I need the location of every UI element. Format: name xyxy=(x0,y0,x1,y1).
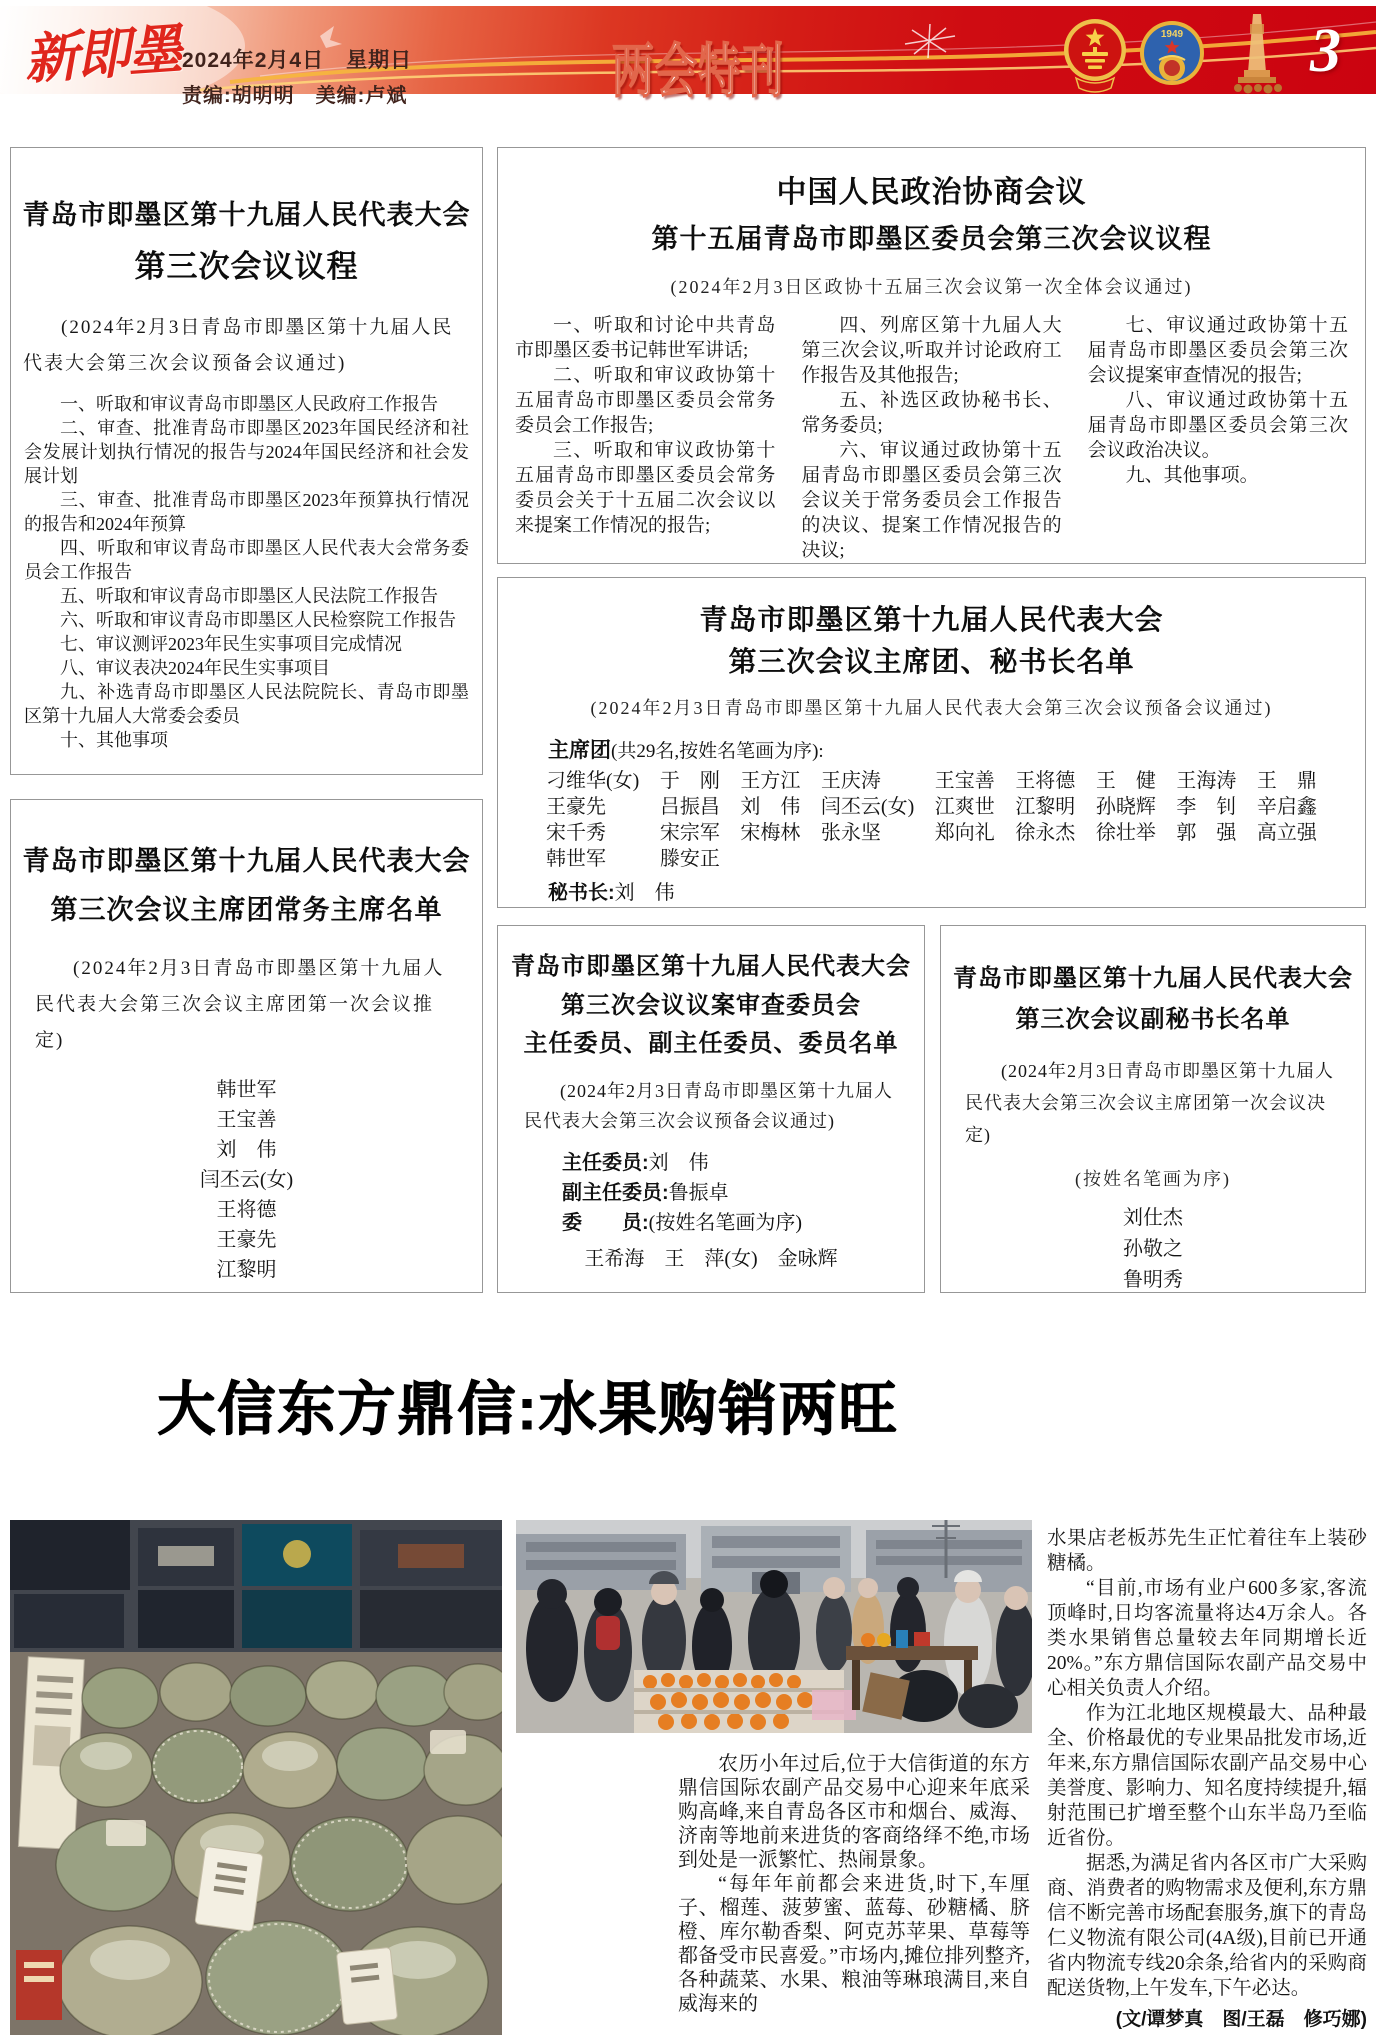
presidium-member-name: 江爽世 xyxy=(934,795,995,818)
feature-paragraph: 作为江北地区规模最大、品种最全、价格最优的专业果品批发市场,近年来,东方鼎信国际农副产品交易中心美誉度、影响力、知名度持续提升,辐射范围已扩增至整个山东半岛乃至临近省份。 xyxy=(1047,1703,1367,1849)
agenda-item: 四、听取和审议青岛市即墨区人民代表大会常务委员会工作报告 xyxy=(24,538,469,583)
presidium-member-name: 王方江 xyxy=(740,769,801,792)
presidium-member-name: 王 鼎 xyxy=(1256,769,1317,792)
agenda-column-1 xyxy=(515,313,775,563)
edition-title: 两会特刊 xyxy=(612,39,785,104)
chairs-name-list xyxy=(11,1075,482,1285)
article-title-line2: 第三次会议议案审查委员会 xyxy=(561,991,861,1019)
article-subtitle: (2024年2月3日青岛市即墨区第十九届人民代表大会第三次会议预备会议通过) xyxy=(590,697,1273,718)
feature-paragraph: “每年年前都会来进货,时下,车厘子、榴莲、菠萝蜜、蓝莓、砂糖橘、脐橙、库尔勒香梨、阿克苏苹果、草莓等都备受市民喜爱。”市场内,摊位排列整齐,各种蔬菜、水果、粮油等琳琅满目,来自威海来的 xyxy=(678,1873,1030,2015)
chair-name: 王将德 xyxy=(216,1199,277,1222)
presidium-member-name: 宋千秀 xyxy=(546,821,606,844)
agenda-item: 一、听取和审议青岛市即墨区人民政府工作报告 xyxy=(60,394,438,415)
cppcc-year-label: 1949 xyxy=(1160,29,1184,40)
feature-text-right xyxy=(1047,1526,1367,2031)
presidium-member-name: 孙晓辉 xyxy=(1095,795,1156,818)
presidium-member-name: 王庆涛 xyxy=(820,769,881,792)
agenda-item: 七、审议测评2023年民生实事项目完成情况 xyxy=(60,634,402,655)
article-subtitle: (2024年2月3日青岛市即墨区第十九届人民代表大会第三次会议主席团第一次会议推定) xyxy=(35,958,445,1052)
article-subtitle: (2024年2月3日区政协十五届三次会议第一次全体会议通过) xyxy=(670,276,1193,297)
article-title-line2: 第三次会议主席团、秘书长名单 xyxy=(728,645,1135,677)
vice-chair-name: 鲁振卓 xyxy=(668,1182,729,1205)
agenda-item: 六、听取和审议青岛市即墨区人民检察院工作报告 xyxy=(60,610,456,631)
agenda-item: 五、听取和审议青岛市即墨区人民法院工作报告 xyxy=(60,586,438,607)
chair-label: 主任委员: xyxy=(562,1152,649,1175)
agenda-item: 三、听取和审议政协第十五届青岛市即墨区委员会常务委员会关于十五届二次会议以来提案工作情况的报告; xyxy=(515,439,776,536)
members-names: 王希海 王 萍(女) 金咏辉 xyxy=(584,1248,838,1271)
masthead-logo: 新即墨 xyxy=(22,19,183,91)
agenda-item: 十、其他事项 xyxy=(60,730,168,751)
agenda-item: 九、其他事项。 xyxy=(1125,464,1259,486)
presidium-note: (共29名,按姓名笔画为序): xyxy=(611,740,824,762)
presidium-member-name: 王豪先 xyxy=(546,795,606,818)
monument-icon xyxy=(1226,10,1288,96)
presidium-member-name: 王宝善 xyxy=(934,769,995,792)
presidium-member-name: 高立强 xyxy=(1256,821,1317,844)
article-title-line1: 青岛市即墨区第十九届人民代表大会 xyxy=(22,200,471,230)
article-bill-review xyxy=(497,925,925,1293)
vice-chair-line xyxy=(562,1178,924,1208)
feature-paragraph: “目前,市场有业户600多家,客流顶峰时,日均客流量将达4万余人。各类水果销售总量较去年同期增长近20%。”东方鼎信国际农副产品交易中心相关负责人介绍。 xyxy=(1047,1578,1367,1699)
feature-paragraph: 水果店老板苏先生正忙着往车上装砂糖橘。 xyxy=(1047,1528,1367,1574)
agenda-column-3 xyxy=(1088,313,1348,563)
article-subtitle: (2024年2月3日青岛市即墨区第十九届人民代表大会第三次会议预备会议通过) xyxy=(23,317,454,375)
feature-paragraph: 据悉,为满足省内各区市广大采购商、消费者的购物需求及便利,东方鼎信不断完善市场配套服务,旗下的青岛仁义物流有限公司(4A级),目前已开通省内物流专线20余条,给省内的采购商配送货物,上午发车,下午必达。 xyxy=(1047,1853,1367,1999)
date-block xyxy=(182,44,412,108)
agenda-item: 七、审议通过政协第十五届青岛市即墨区委员会第三次会议提案审查情况的报告; xyxy=(1087,314,1348,386)
article-title-line1: 中国人民政治协商会议 xyxy=(776,176,1087,209)
presidium-member-name: 王海涛 xyxy=(1176,769,1237,792)
presidium-member-name: 郑向礼 xyxy=(934,821,995,844)
market-scene-photo xyxy=(516,1520,1032,1733)
article-title-line1: 青岛市即墨区第十九届人民代表大会 xyxy=(953,965,1353,992)
members-label: 委 员: xyxy=(562,1212,649,1235)
presidium-header xyxy=(548,734,1365,764)
secretary-label: 秘书长: xyxy=(548,881,615,904)
article-title-line2: 第三次会议主席团常务主席名单 xyxy=(50,894,443,925)
agenda-item: 一、听取和讨论中共青岛市即墨区委书记韩世军讲话; xyxy=(515,314,776,361)
stacked-boxes xyxy=(10,1520,502,1648)
presidium-name-grid xyxy=(546,768,1317,872)
article-cppcc-agenda xyxy=(497,147,1366,564)
chair-name: 王豪先 xyxy=(216,1229,277,1252)
presidium-member-name: 于 刚 xyxy=(659,769,720,792)
chair-name: 王宝善 xyxy=(216,1109,277,1132)
byline: (文/谭梦真 图/王磊 修巧娜) xyxy=(1115,2009,1367,2030)
deputy-name: 刘仕杰 xyxy=(1123,1207,1183,1230)
chair-line xyxy=(562,1148,924,1178)
presidium-member-name: 李 钊 xyxy=(1176,795,1237,818)
agenda-item: 六、审议通过政协第十五届青岛市即墨区委员会第三次会议关于常务委员会工作报告的决议、提案工作情况报告的决议; xyxy=(801,439,1062,561)
presidium-member-name: 刘 伟 xyxy=(740,795,801,818)
article-title-line2: 第三次会议议程 xyxy=(134,248,359,284)
national-emblem-icon xyxy=(1062,16,1128,94)
article-title-line2: 第十五届青岛市即墨区委员会第三次会议议程 xyxy=(651,224,1212,255)
chair-name: 闫丕云(女) xyxy=(199,1169,294,1192)
presidium-member-name: 郭 强 xyxy=(1176,821,1237,844)
editors-line: 责编:胡明明 美编:卢斌 xyxy=(182,85,408,107)
presidium-member-name: 徐永杰 xyxy=(1015,821,1076,844)
presidium-member-name: 宋宗军 xyxy=(659,821,720,844)
agenda-item: 五、补选区政协秘书长、常务委员; xyxy=(801,389,1062,436)
agenda-item: 四、列席区第十九届人大第三次会议,听取并讨论政府工作报告及其他报告; xyxy=(801,314,1062,386)
committee-roles xyxy=(562,1148,924,1238)
feature-paragraphs xyxy=(1047,1526,1367,2001)
page-number: 3 xyxy=(1310,17,1341,85)
deputy-name: 鲁明秀 xyxy=(1123,1269,1183,1292)
article-title-line1: 青岛市即墨区第十九届人民代表大会 xyxy=(699,604,1164,635)
article-subtitle: (2024年2月3日青岛市即墨区第十九届人民代表大会第三次会议主席团第一次会议决定) xyxy=(965,1061,1334,1146)
members-note: (按姓名笔画为序) xyxy=(648,1212,802,1235)
secretary-name: 刘 伟 xyxy=(614,881,675,904)
agenda-item: 二、审查、批准青岛市即墨区2023年国民经济和社会发展计划执行情况的报告与2024年国民经济和社会发展计划 xyxy=(24,418,469,487)
members-line xyxy=(562,1208,924,1238)
feature-paragraph: 农历小年过后,位于大信街道的东方鼎信国际农副产品交易中心迎来年底采购高峰,来自青岛各区市和烟台、威海、济南等地前来进货的客商络绎不绝,市场到处是一派繁忙、热闹景象。 xyxy=(678,1753,1030,1871)
order-note: (按姓名笔画为序) xyxy=(1075,1169,1231,1190)
orange-crates xyxy=(634,1670,856,1733)
presidium-label: 主席团 xyxy=(548,738,611,762)
feature-text-middle xyxy=(678,1752,1030,2016)
presidium-member-name: 徐壮举 xyxy=(1095,821,1156,844)
agenda-item-list xyxy=(24,392,469,752)
agenda-item: 二、听取和审议政协第十五届青岛市即墨区委员会常务委员会工作报告; xyxy=(515,364,776,436)
article-subtitle: (2024年2月3日青岛市即墨区第十九届人民代表大会第三次会议预备会议通过) xyxy=(524,1081,893,1132)
secretary-line xyxy=(548,876,1365,905)
agenda-item: 三、审查、批准青岛市即墨区2023年预算执行情况的报告和2024年预算 xyxy=(24,490,469,535)
agenda-item: 九、补选青岛市即墨区人民法院院长、青岛市即墨区第十九届人大常委会委员 xyxy=(24,682,469,727)
article-title-line1: 青岛市即墨区第十九届人民代表大会 xyxy=(511,953,911,980)
header-banner xyxy=(0,6,1376,107)
article-rd-agenda xyxy=(10,147,483,775)
chair-name: 刘 伟 xyxy=(648,1152,709,1175)
article-title-line1: 青岛市即墨区第十九届人民代表大会 xyxy=(22,846,471,876)
article-presidium-list xyxy=(497,577,1366,908)
agenda-columns xyxy=(515,313,1348,563)
presidium-member-name: 王 健 xyxy=(1095,769,1156,792)
agenda-item: 八、审议表决2024年民生实事项目 xyxy=(60,658,330,679)
article-standing-chairs xyxy=(10,799,483,1293)
presidium-member-name: 辛启鑫 xyxy=(1256,795,1317,818)
deputy-name: 孙敬之 xyxy=(1123,1238,1183,1261)
presidium-member-name: 江黎明 xyxy=(1015,795,1076,818)
article-deputy-secretaries xyxy=(940,925,1366,1293)
feature-headline: 大信东方鼎信:水果购销两旺 xyxy=(157,1377,899,1442)
presidium-member-name: 韩世军 xyxy=(546,847,606,870)
issue-date: 2024年2月4日 星期日 xyxy=(182,49,413,72)
presidium-member-name: 张永坚 xyxy=(820,821,881,844)
chair-name: 韩世军 xyxy=(216,1079,277,1102)
presidium-member-name: 王将德 xyxy=(1015,769,1076,792)
chair-name: 刘 伟 xyxy=(216,1139,277,1162)
chair-name: 江黎明 xyxy=(216,1259,277,1282)
cppcc-emblem-icon xyxy=(1136,16,1208,94)
presidium-member-name: 宋梅林 xyxy=(740,821,801,844)
presidium-member-name: 刁维华(女) xyxy=(546,769,640,792)
agenda-item: 八、审议通过政协第十五届青岛市即墨区委员会第三次会议政治决议。 xyxy=(1087,389,1348,461)
presidium-member-name: 滕安正 xyxy=(659,847,720,870)
agenda-column-2 xyxy=(801,313,1061,563)
deputy-name-list xyxy=(941,1203,1365,1296)
vice-chair-label: 副主任委员: xyxy=(562,1182,669,1205)
presidium-member-name: 吕振昌 xyxy=(659,795,720,818)
article-title-line2: 第三次会议副秘书长名单 xyxy=(1015,1005,1291,1033)
presidium-member-name: 闫丕云(女) xyxy=(820,795,915,818)
article-title-line3: 主任委员、副主任委员、委员名单 xyxy=(523,1030,899,1058)
melon-crates-photo xyxy=(10,1520,502,2035)
sparkle-icon xyxy=(905,24,955,58)
